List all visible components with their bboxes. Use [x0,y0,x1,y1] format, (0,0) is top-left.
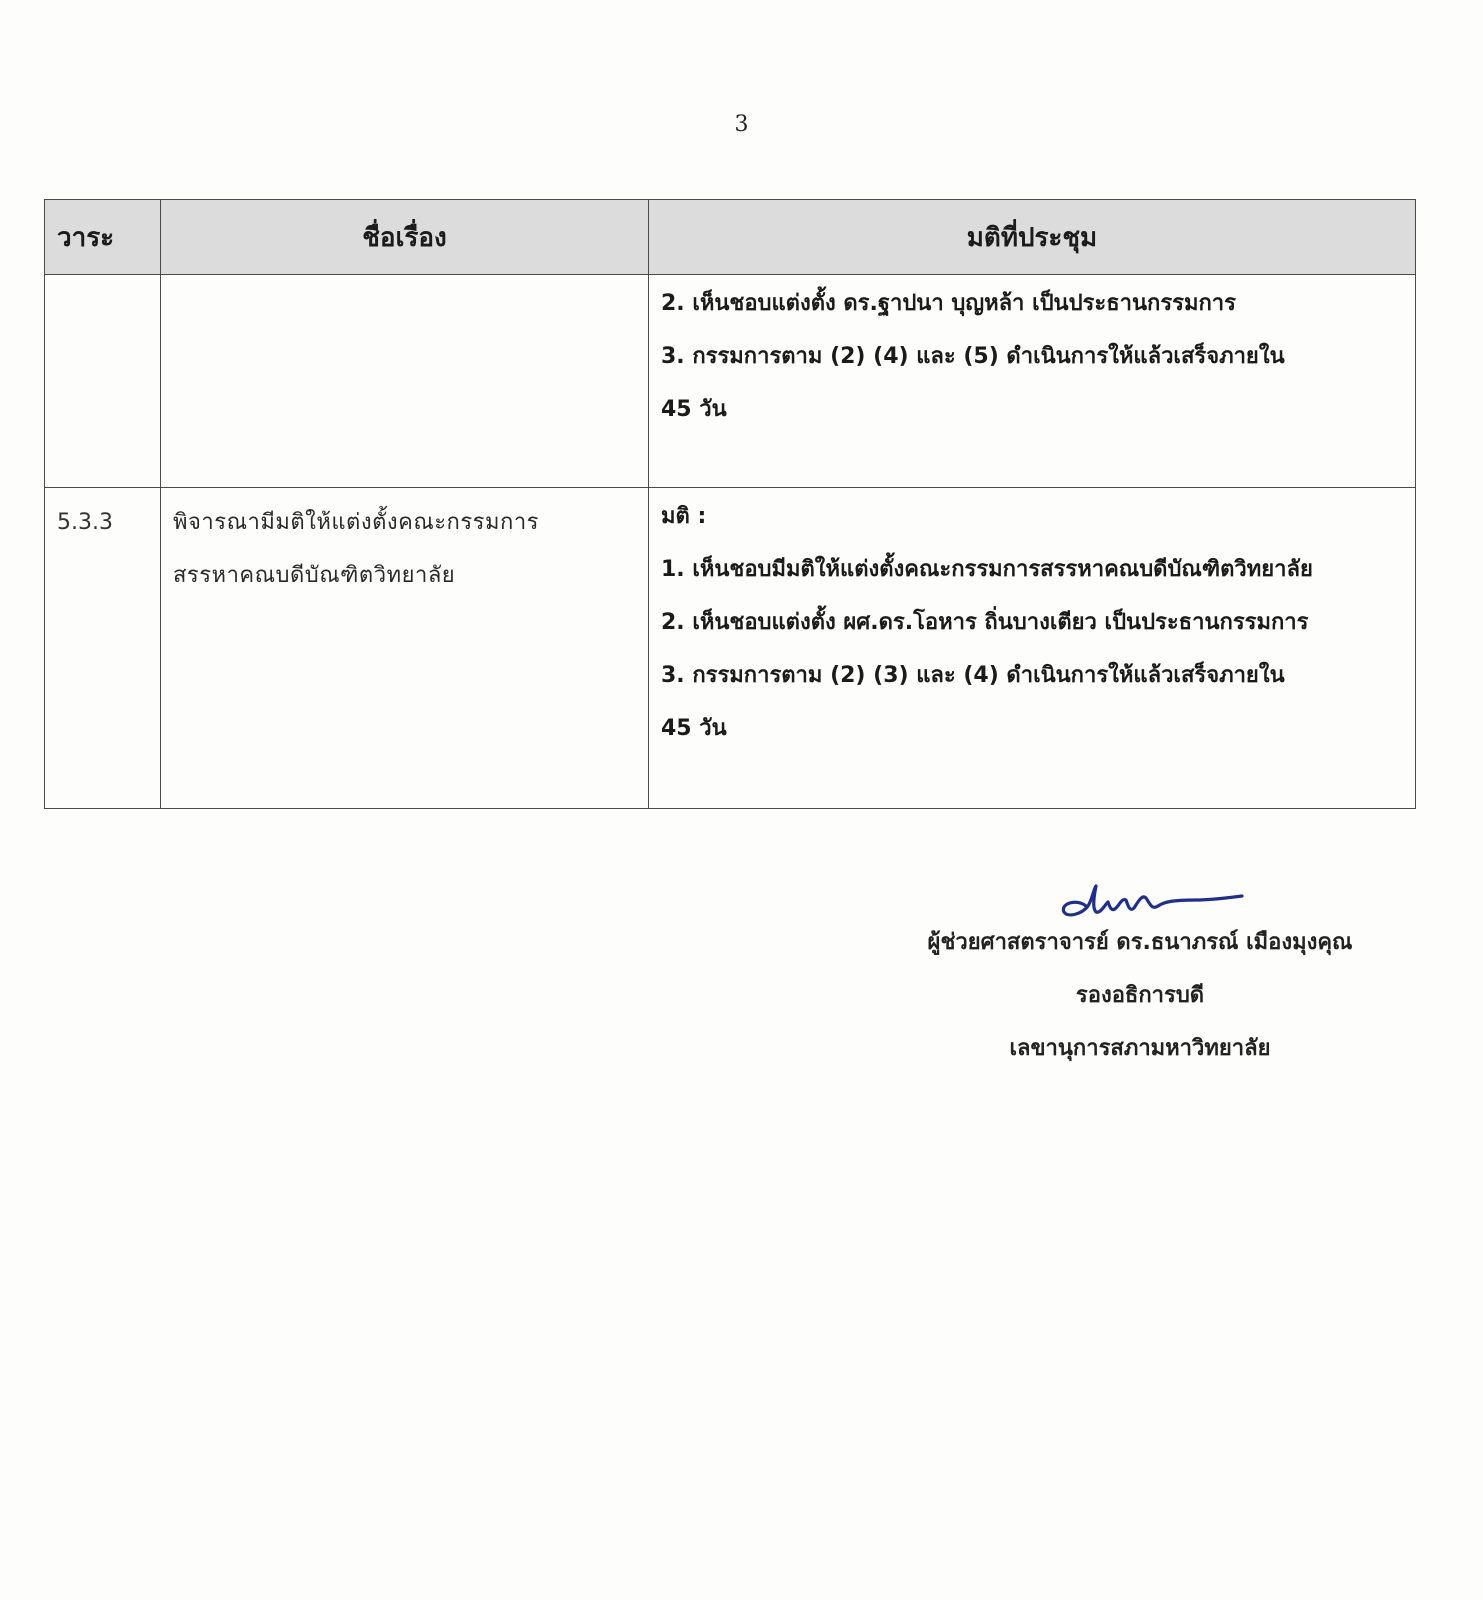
resolution-line: 3. กรรมการตาม (2) (3) และ (4) ดำเนินการให้แล้วเสร็จภายใน [661,663,1285,688]
signature-block [860,882,1420,1075]
item-number-cell [45,275,161,488]
table-header-row [45,200,1416,275]
subject-line: พิจารณามีมติให้แต่งตั้งคณะกรรมการ [173,510,539,535]
header-item: วาระ [45,200,161,275]
table-row [45,275,1416,488]
resolutions-table [44,199,1416,809]
signatory-name: ผู้ช่วยศาสตราจารย์ ดร.ธนาภรณ์ เมืองมุงคุณ [927,930,1353,955]
resolution-line: 2. เห็นชอบแต่งตั้ง ผศ.ดร.โอหาร ถิ่นบางเตียว เป็นประธานกรรมการ [661,610,1309,635]
resolution-line: 45 วัน [661,716,727,741]
resolution-cell [649,488,1416,809]
page-number: 3 [734,112,749,137]
header-subject: ชื่อเรื่อง [161,200,649,275]
resolution-label: มติ : [661,504,707,529]
resolution-line: 2. เห็นชอบแต่งตั้ง ดร.ฐาปนา บุญหล้า เป็นประธานกรรมการ [661,291,1236,316]
signatory-position: รองอธิการบดี [1075,983,1205,1008]
resolution-line: 3. กรรมการตาม (2) (4) และ (5) ดำเนินการให้แล้วเสร็จภายใน [661,344,1285,369]
signatory-role: เลขานุการสภามหาวิทยาลัย [1009,1036,1271,1061]
resolution-line: 45 วัน [661,397,727,422]
resolution-line: 1. เห็นชอบมีมติให้แต่งตั้งคณะกรรมการสรรหาคณบดีบัณฑิตวิทยาลัย [661,557,1313,582]
subject-line: สรรหาคณบดีบัณฑิตวิทยาลัย [173,563,456,588]
table-row [45,488,1416,809]
resolution-cell [649,275,1416,488]
subject-cell [161,488,649,809]
subject-cell [161,275,649,488]
item-number-cell: 5.3.3 [45,488,161,809]
header-resolution: มติที่ประชุม [649,200,1416,275]
